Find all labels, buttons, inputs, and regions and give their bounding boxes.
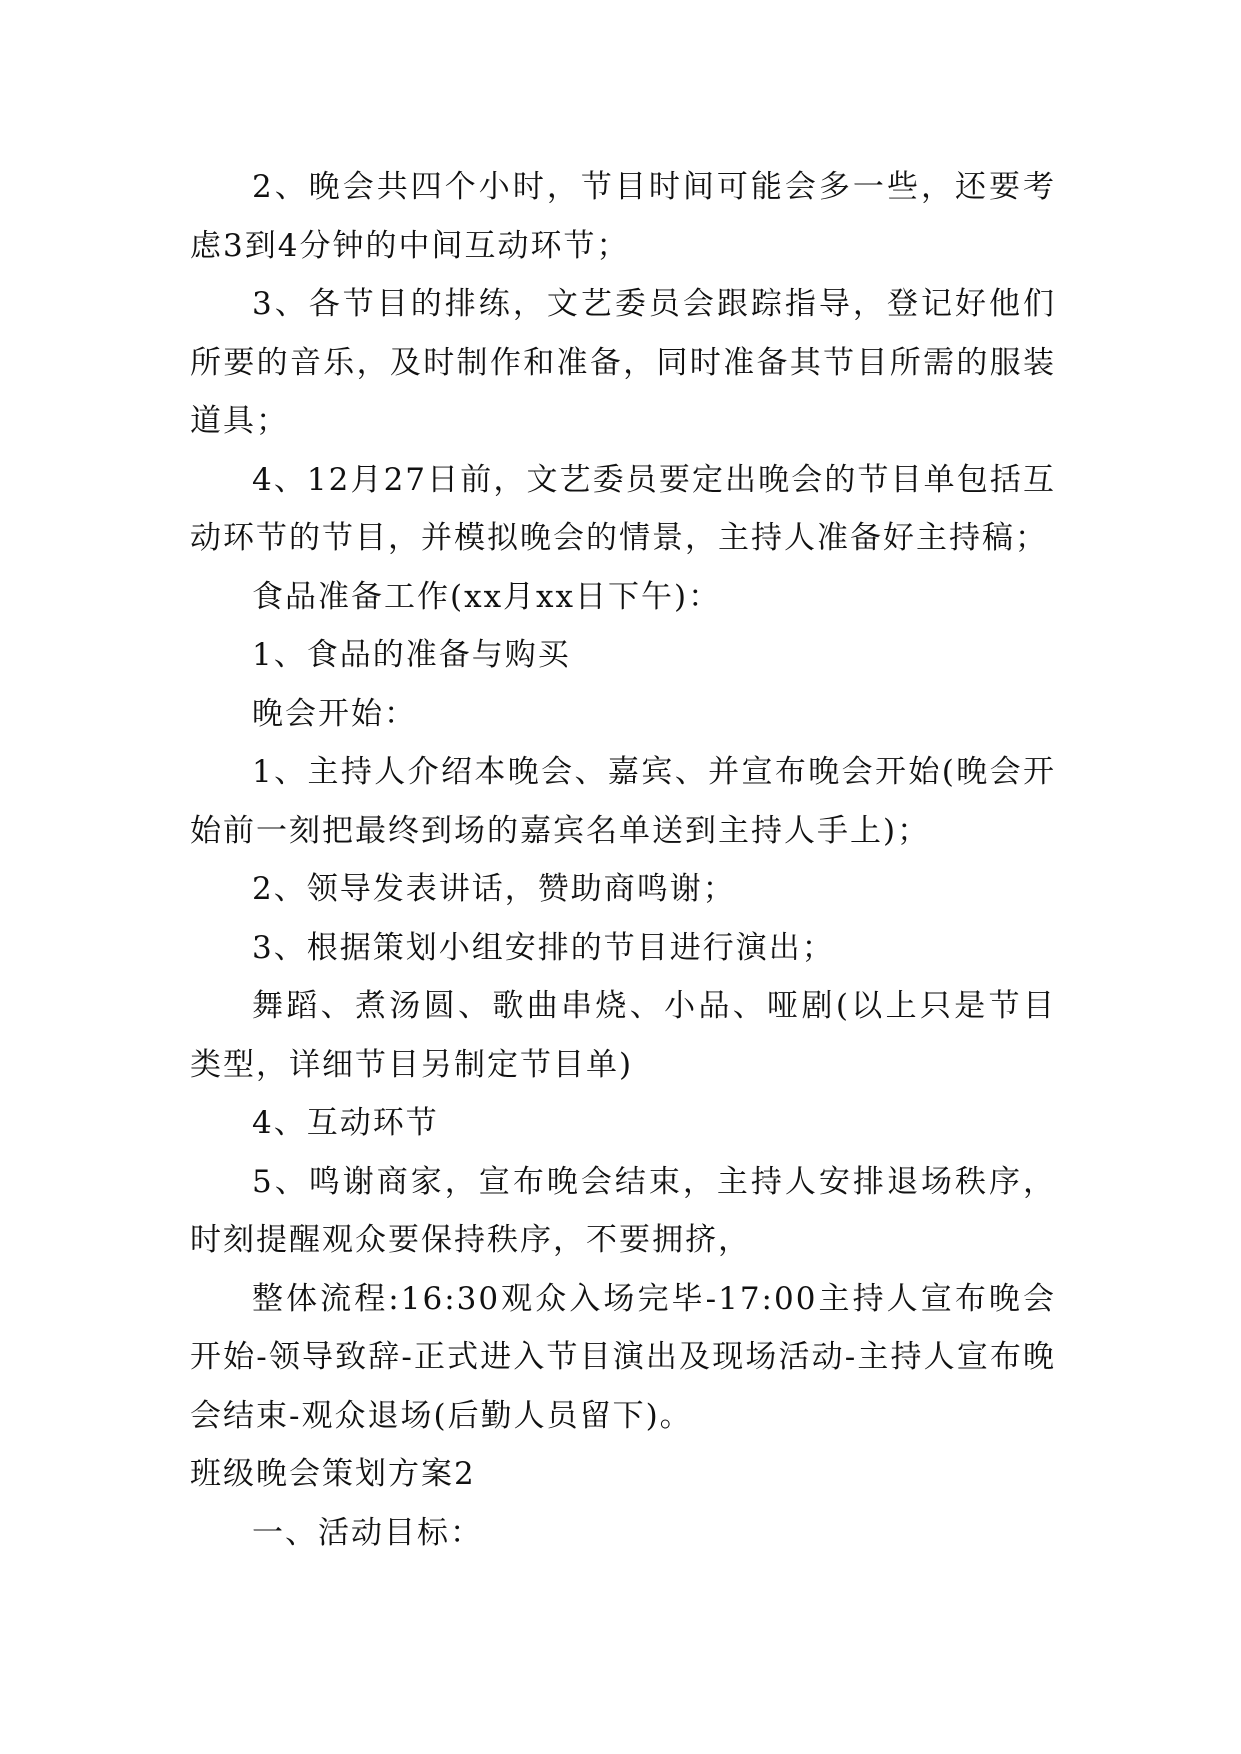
paragraph-interaction: 4、互动环节 [252,1105,439,1141]
paragraph-leader-speech: 2、领导发表讲话，赞助商鸣谢； [252,871,736,907]
paragraph-host-intro: 1、主持人介绍本晚会、嘉宾、并宣布晚会开始(晚会开始前一刻把最终到场的嘉宾名单送到主持人手上)； [190,754,1056,849]
paragraph-food-prep-heading: 食品准备工作(xx月xx日下午)： [252,578,722,615]
paragraph-program-duration: 2、晚会共四个小时，节目时间可能会多一些，还要考虑3到4分钟的中间互动环节； [190,169,1056,264]
section-first-item: 一、活动目标： [252,1514,483,1551]
paragraph-closing: 5、鸣谢商家，宣布晚会结束，主持人安排退场秩序，时刻提醒观众要保持秩序，不要拥挤， [190,1163,1056,1258]
paragraph-program-list: 4、12月27日前，文艺委员要定出晚会的节目单包括互动环节的节目，并模拟晚会的情景，主持人准备好主持稿； [190,461,1056,556]
paragraph-food-purchase: 1、食品的准备与购买 [252,637,571,673]
section-title: 班级晚会策划方案2 [190,1456,476,1492]
paragraph-overall-flow: 整体流程:16:30观众入场完毕-17:00主持人宣布晚会开始-领导致辞-正式进入节目演出及现场活动-主持人宣布晚会结束-观众退场(后勤人员留下)。 [190,1280,1056,1434]
paragraph-program-types: 舞蹈、煮汤圆、歌曲串烧、小品、哑剧(以上只是节目类型，详细节目另制定节目单) [190,988,1056,1083]
paragraph-rehearsal: 3、各节目的排练，文艺委员会跟踪指导，登记好他们所要的音乐，及时制作和准备，同时准备其节目所需的服装道具； [190,286,1056,439]
paragraph-performances: 3、根据策划小组安排的节目进行演出； [252,929,835,966]
paragraph-party-start-heading: 晚会开始： [252,695,417,732]
document-body [190,158,1056,1562]
